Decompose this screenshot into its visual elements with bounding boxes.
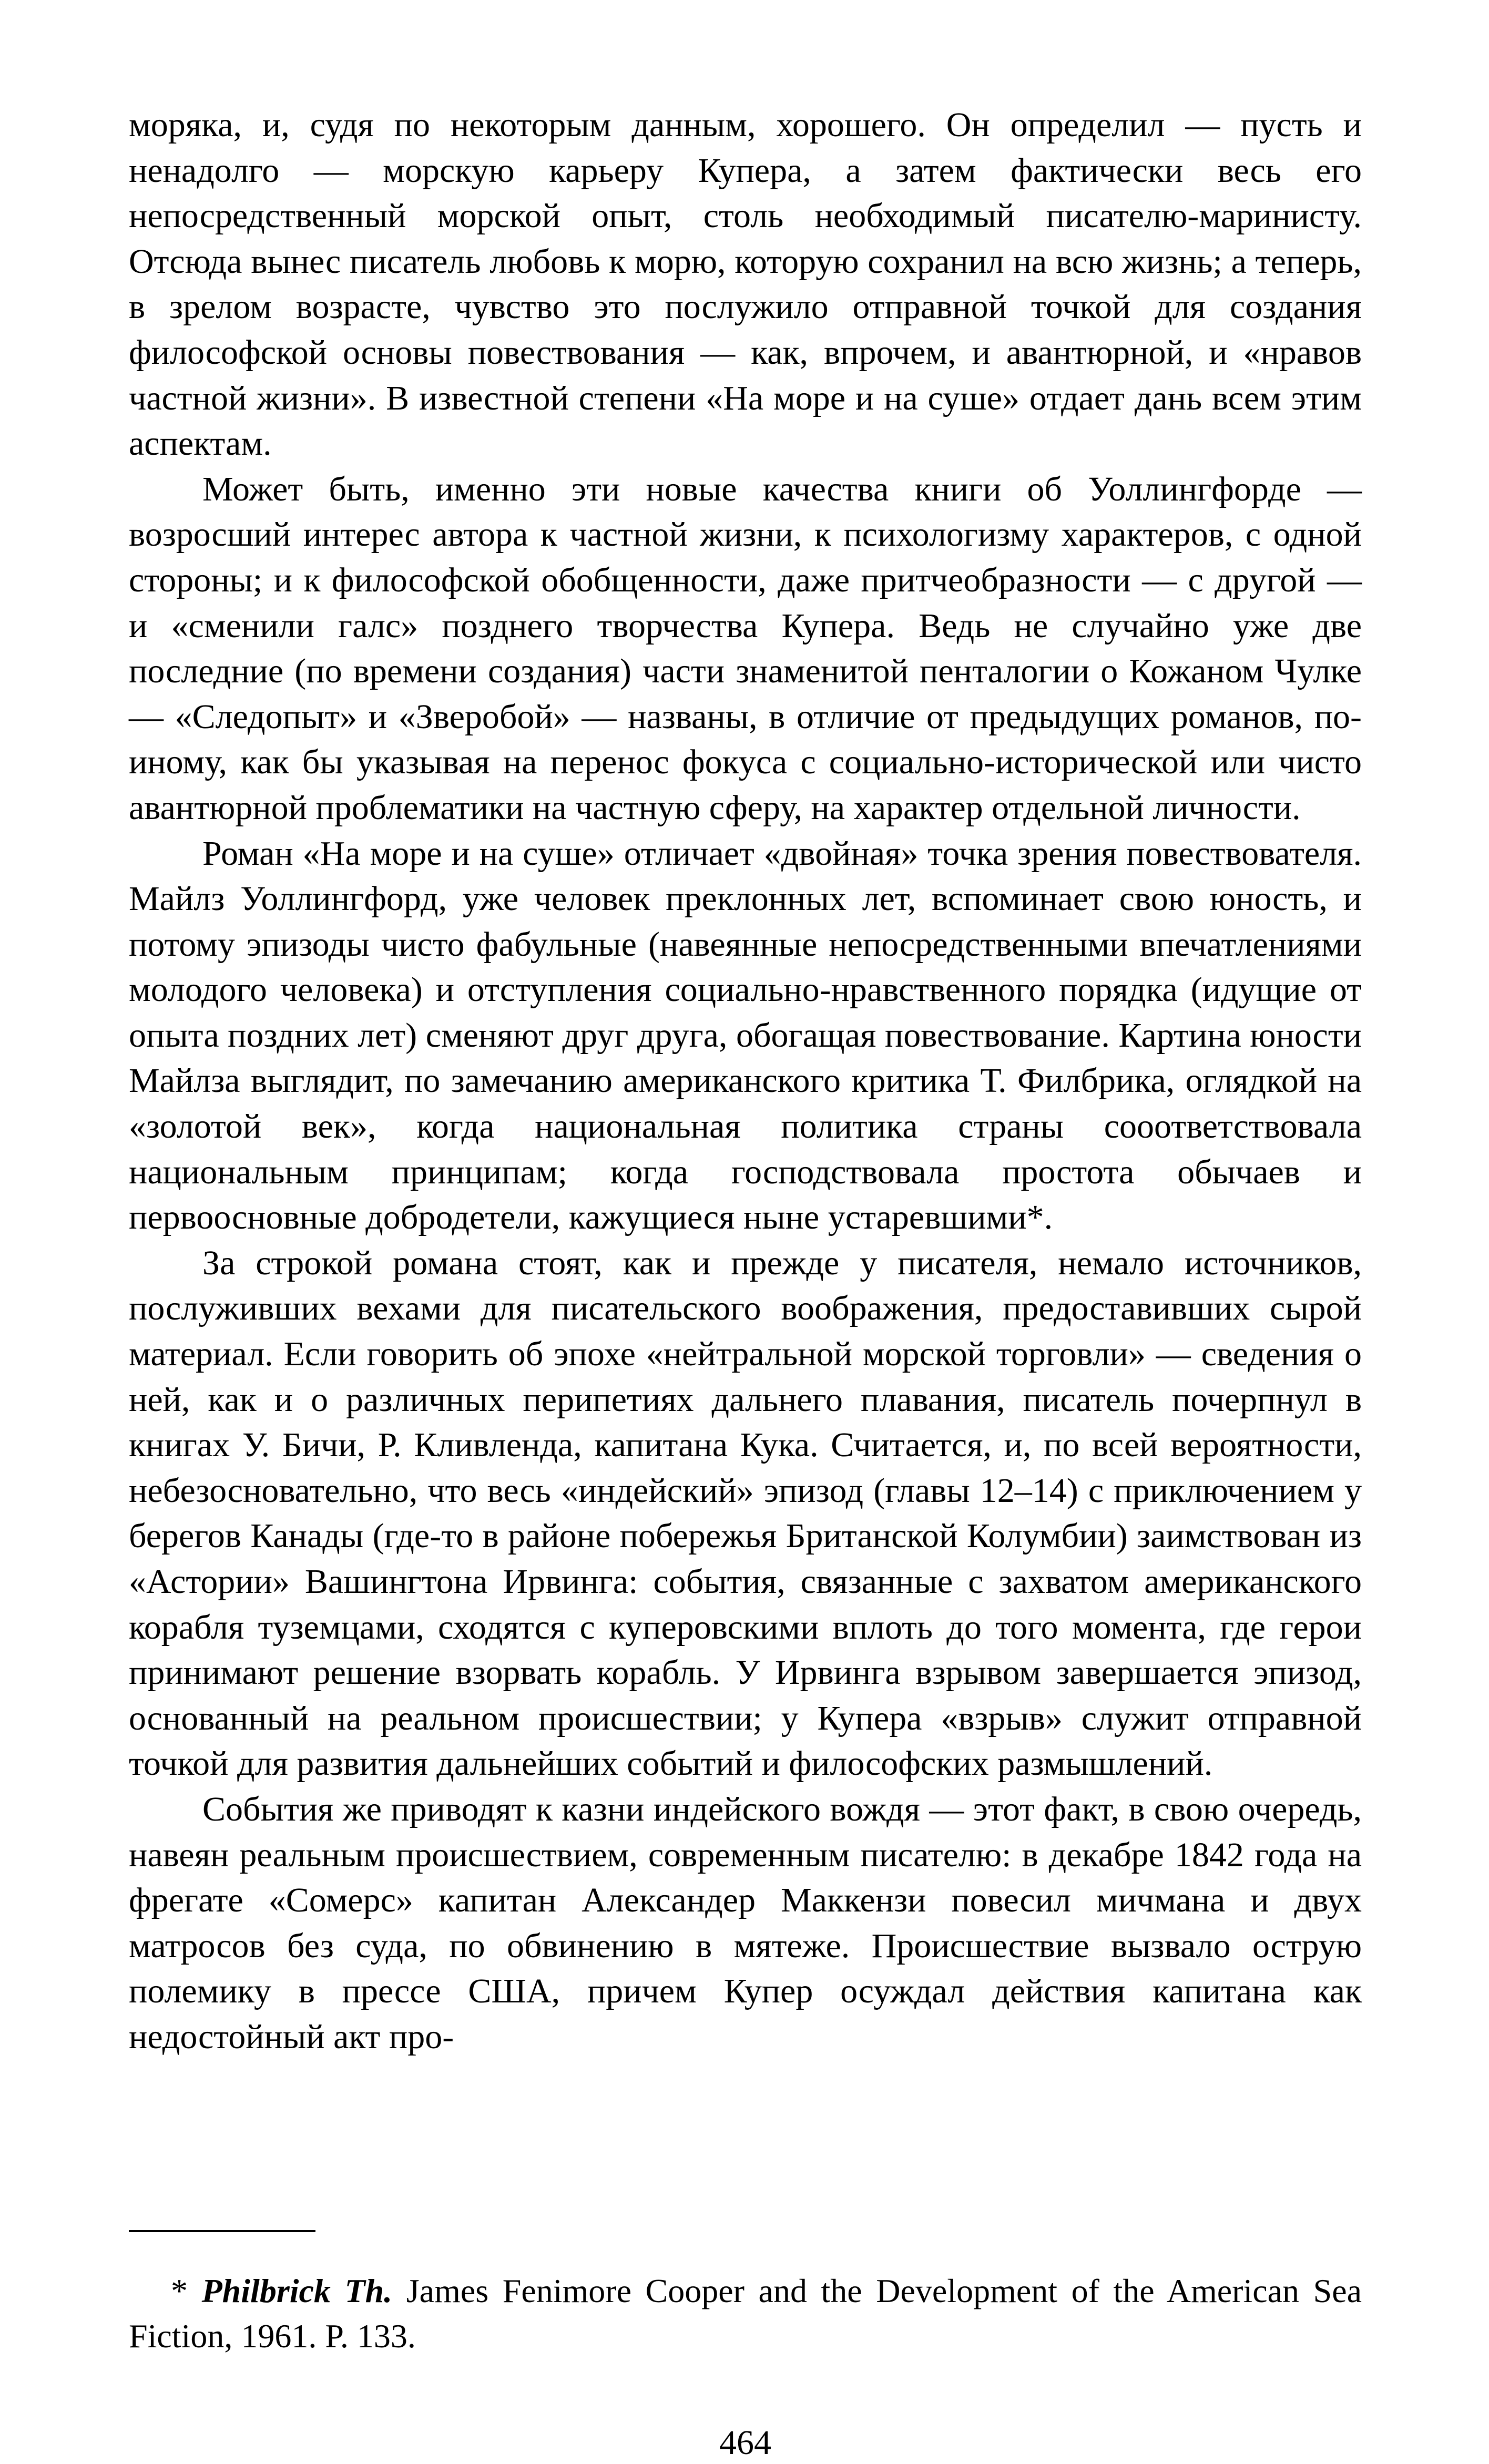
paragraph-1: моряка, и, судя по некоторым данным, хорошего. Он определил — пусть и ненадолго — морскую карьеру Купера, а затем фактически весь его непосредственный морской опыт, столь необходимый писателю-маринисту. Отсюда вынес писатель любовь к морю, которую сохранил на всю жизнь; а теперь, в зрелом возрасте, чувство это послужило отправной точкой для создания философской основы повествования — как, впрочем, и авантюрной, и «нравов частной жизни». В известной степени «На море и на суше» отдает дань всем этим аспектам. xyxy=(129,106,1362,463)
paragraph-5: События же приводят к казни индейского вождя — этот факт, в свою очередь, навеян реальным происшествием, современным писателю: в декабре 1842 года на фрегате «Сомерс» капитан Александер Маккензи повесил мичмана и двух матросов без суда, по обвинению в мятеже. Происшествие вызвало острую полемику в прессе США, причем Купер осуждал действия капитана как недостойный акт про- xyxy=(129,1790,1362,2056)
footnote-marker: * xyxy=(171,2272,202,2309)
footnote-divider xyxy=(129,2230,315,2232)
paragraph-4: За строкой романа стоят, как и прежде у писателя, немало источников, послуживших вехами для писательского воображения, предоставивших сырой материал. Если говорить об эпохе «нейтральной морской торговли» — сведения о ней, как и о различных перипетиях дальнего плавания, писатель почерпнул в книгах У. Бичи, Р. Кливленда, капитана Кука. Считается, и, по всей вероятности, небезосновательно, что весь «индейский» эпизод (главы 12–14) с приключением у берегов Канады (где-то в районе побережья Британской Колумбии) заимствован из «Астории» Вашингтона Ирвинга: события, связанные с захватом американского корабля туземцами, сходятся с куперовскими вплоть до того момента, где герои принимают решение взорвать корабль. У Ирвинга взрывом завершается эпизод, основанный на реальном происшествии; у Купера «взрыв» служит отправной точкой для развития дальнейших событий и философских размышлений. xyxy=(129,1243,1362,1783)
footnote xyxy=(129,2268,1362,2359)
paragraph-3: Роман «На море и на суше» отличает «двойная» точка зрения повествователя. Майлз Уоллингфорд, уже человек преклонных лет, вспоминает свою юность, и потому эпизоды чисто фабульные (навеянные непосредственными впечатлениями молодого человека) и отступления социально-нравственного порядка (идущие от опыта поздних лет) сменяют друг друга, обогащая повествование. Картина юности Майлза выглядит, по замечанию американского критика Т. Филбрика, оглядкой на «золотой век», когда национальная политика страны сооответствовала национальным принципам; когда господствовала простота обычаев и первоосновные добродетели, кажущиеся ныне устаревшими*. xyxy=(129,834,1362,1237)
footnote-author: Philbrick Th. xyxy=(201,2272,393,2309)
footnote-text: James Fenimore Cooper and the Development of the American Sea Fiction, 1961. P. 133. xyxy=(129,2272,1362,2355)
page-body xyxy=(129,103,1362,2462)
page-number: 464 xyxy=(719,2424,771,2462)
paragraph-2: Может быть, именно эти новые качества книги об Уоллингфорде — возросший интерес автора к частной жизни, к психологизму характеров, с одной стороны; и к философской обобщенности, даже притчеобразности — с другой — и «сменили галс» позднего творчества Купера. Ведь не случайно уже две последние (по времени создания) части знаменитой пенталогии о Кожаном Чулке — «Следопыт» и «Зверобой» — названы, в отличие от предыдущих романов, по-иному, как бы указывая на перенос фокуса с социально-исторической или чисто авантюрной проблематики на частную сферу, на характер отдельной личности. xyxy=(129,469,1362,827)
